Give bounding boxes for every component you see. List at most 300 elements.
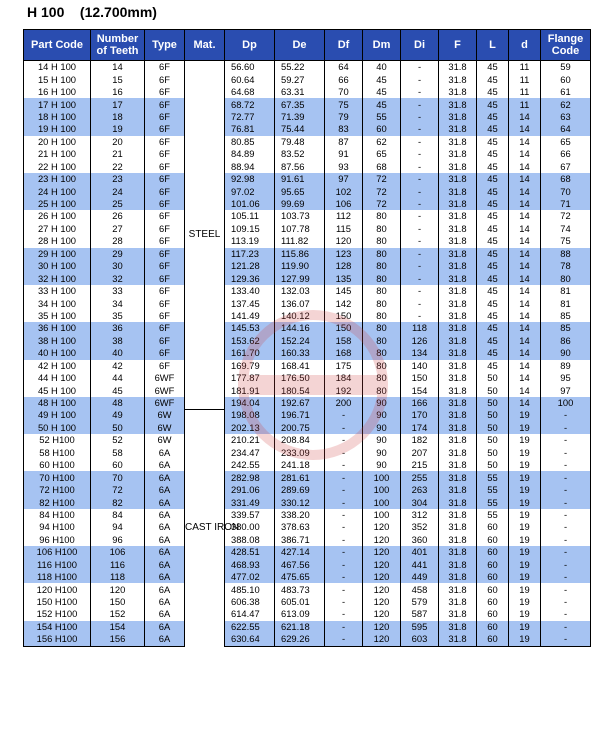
- cell-type: 6A: [145, 633, 185, 646]
- cell-type: 6F: [145, 285, 185, 297]
- cell-f: 31.8: [439, 571, 477, 583]
- cell-f: 31.8: [439, 111, 477, 123]
- cell-type: 6F: [145, 136, 185, 148]
- cell-flange-code: 85: [541, 310, 591, 322]
- cell-teeth: 72: [91, 484, 145, 496]
- cell-df: 66: [325, 73, 363, 85]
- cell-type: 6F: [145, 86, 185, 98]
- cell-part-code: 94 H100: [24, 521, 91, 533]
- cell-df: -: [325, 546, 363, 558]
- cell-flange-code: 61: [541, 86, 591, 98]
- cell-l: 50: [477, 409, 509, 421]
- header-f: F: [439, 30, 477, 61]
- cell-part-code: 34 H 100: [24, 297, 91, 309]
- cell-f: 31.8: [439, 484, 477, 496]
- cell-df: -: [325, 434, 363, 446]
- cell-d: 14: [509, 161, 541, 173]
- cell-di: 312: [401, 509, 439, 521]
- cell-dp: 141.49: [225, 310, 275, 322]
- cell-teeth: 120: [91, 583, 145, 595]
- cell-teeth: 23: [91, 173, 145, 185]
- cell-dp: 101.06: [225, 198, 275, 210]
- cell-flange-code: -: [541, 559, 591, 571]
- cell-dm: 80: [363, 248, 401, 260]
- cell-dm: 80: [363, 272, 401, 284]
- cell-df: -: [325, 534, 363, 546]
- cell-type: 6F: [145, 310, 185, 322]
- cell-f: 31.8: [439, 223, 477, 235]
- cell-di: -: [401, 161, 439, 173]
- cell-d: 19: [509, 447, 541, 459]
- header-d: d: [509, 30, 541, 61]
- cell-di: 595: [401, 621, 439, 633]
- cell-di: 207: [401, 447, 439, 459]
- cell-dp: 133.40: [225, 285, 275, 297]
- cell-f: 31.8: [439, 285, 477, 297]
- cell-d: 14: [509, 198, 541, 210]
- header-l: L: [477, 30, 509, 61]
- cell-part-code: 36 H 100: [24, 322, 91, 334]
- cell-l: 60: [477, 534, 509, 546]
- cell-flange-code: 85: [541, 322, 591, 334]
- cell-part-code: 40 H 100: [24, 347, 91, 359]
- cell-di: -: [401, 98, 439, 110]
- cell-flange-code: -: [541, 546, 591, 558]
- cell-df: -: [325, 633, 363, 646]
- cell-type: 6A: [145, 484, 185, 496]
- cell-dm: 45: [363, 98, 401, 110]
- cell-df: 145: [325, 285, 363, 297]
- cell-di: -: [401, 136, 439, 148]
- table-row: [24, 521, 591, 533]
- cell-l: 45: [477, 235, 509, 247]
- cell-df: 200: [325, 397, 363, 409]
- cell-d: 14: [509, 272, 541, 284]
- cell-dm: 90: [363, 397, 401, 409]
- cell-part-code: 25 H 100: [24, 198, 91, 210]
- cell-d: 19: [509, 583, 541, 595]
- cell-dm: 90: [363, 434, 401, 446]
- cell-d: 11: [509, 86, 541, 98]
- cell-di: 255: [401, 471, 439, 483]
- cell-teeth: 94: [91, 521, 145, 533]
- cell-di: 579: [401, 596, 439, 608]
- cell-de: 196.71: [275, 409, 325, 421]
- cell-d: 14: [509, 335, 541, 347]
- cell-di: -: [401, 285, 439, 297]
- table-row: [24, 248, 591, 260]
- cell-dm: 120: [363, 596, 401, 608]
- cell-dp: 380.00: [225, 521, 275, 533]
- cell-dm: 62: [363, 136, 401, 148]
- cell-de: 289.69: [275, 484, 325, 496]
- cell-di: -: [401, 223, 439, 235]
- cell-de: 63.31: [275, 86, 325, 98]
- cell-flange-code: -: [541, 484, 591, 496]
- cell-df: -: [325, 583, 363, 595]
- cell-di: -: [401, 260, 439, 272]
- table-row: [24, 534, 591, 546]
- cell-teeth: 29: [91, 248, 145, 260]
- cell-dp: 630.64: [225, 633, 275, 646]
- cell-dm: 80: [363, 322, 401, 334]
- cell-de: 71.39: [275, 111, 325, 123]
- cell-df: -: [325, 521, 363, 533]
- cell-l: 45: [477, 148, 509, 160]
- cell-f: 31.8: [439, 297, 477, 309]
- cell-de: 629.26: [275, 633, 325, 646]
- cell-teeth: 22: [91, 161, 145, 173]
- table-row: [24, 86, 591, 98]
- cell-de: 132.03: [275, 285, 325, 297]
- cell-dp: 485.10: [225, 583, 275, 595]
- cell-df: 158: [325, 335, 363, 347]
- cell-f: 31.8: [439, 161, 477, 173]
- table-row: [24, 223, 591, 235]
- table-row: [24, 434, 591, 446]
- cell-de: 55.22: [275, 61, 325, 74]
- cell-part-code: 20 H 100: [24, 136, 91, 148]
- cell-di: -: [401, 297, 439, 309]
- cell-part-code: 58 H100: [24, 447, 91, 459]
- cell-dm: 80: [363, 335, 401, 347]
- table-row: [24, 61, 591, 74]
- table-row: [24, 496, 591, 508]
- cell-d: 14: [509, 372, 541, 384]
- cell-type: 6A: [145, 546, 185, 558]
- cell-d: 14: [509, 148, 541, 160]
- cell-type: 6A: [145, 596, 185, 608]
- cell-teeth: 44: [91, 372, 145, 384]
- cell-teeth: 21: [91, 148, 145, 160]
- cell-f: 31.8: [439, 86, 477, 98]
- cell-type: 6WF: [145, 372, 185, 384]
- cell-l: 45: [477, 248, 509, 260]
- cell-dp: 282.98: [225, 471, 275, 483]
- cell-de: 176.50: [275, 372, 325, 384]
- cell-de: 107.78: [275, 223, 325, 235]
- cell-part-code: 120 H100: [24, 583, 91, 595]
- cell-f: 31.8: [439, 559, 477, 571]
- table-row: [24, 136, 591, 148]
- cell-type: 6F: [145, 223, 185, 235]
- cell-de: 140.12: [275, 310, 325, 322]
- cell-f: 31.8: [439, 596, 477, 608]
- cell-dp: 117.23: [225, 248, 275, 260]
- cell-l: 45: [477, 335, 509, 347]
- cell-dm: 68: [363, 161, 401, 173]
- cell-f: 31.8: [439, 185, 477, 197]
- cell-df: 115: [325, 223, 363, 235]
- table-row: [24, 173, 591, 185]
- cell-df: -: [325, 621, 363, 633]
- table-row: [24, 509, 591, 521]
- cell-f: 31.8: [439, 248, 477, 260]
- cell-teeth: 48: [91, 397, 145, 409]
- header-part-code: Part Code: [24, 30, 91, 61]
- cell-d: 19: [509, 571, 541, 583]
- cell-df: 142: [325, 297, 363, 309]
- cell-di: -: [401, 235, 439, 247]
- cell-dm: 120: [363, 571, 401, 583]
- cell-df: -: [325, 409, 363, 421]
- table-row: [24, 198, 591, 210]
- cell-teeth: 40: [91, 347, 145, 359]
- cell-part-code: 96 H100: [24, 534, 91, 546]
- cell-d: 14: [509, 322, 541, 334]
- cell-part-code: 23 H 100: [24, 173, 91, 185]
- cell-de: 160.33: [275, 347, 325, 359]
- cell-di: 118: [401, 322, 439, 334]
- cell-type: 6F: [145, 61, 185, 74]
- cell-part-code: 84 H100: [24, 509, 91, 521]
- cell-dp: 242.55: [225, 459, 275, 471]
- cell-dp: 622.55: [225, 621, 275, 633]
- cell-teeth: 70: [91, 471, 145, 483]
- cell-dp: 194.04: [225, 397, 275, 409]
- cell-f: 31.8: [439, 322, 477, 334]
- cell-type: 6F: [145, 98, 185, 110]
- cell-flange-code: 65: [541, 136, 591, 148]
- cell-type: 6F: [145, 210, 185, 222]
- cell-flange-code: -: [541, 434, 591, 446]
- cell-dp: 614.47: [225, 608, 275, 620]
- cell-f: 31.8: [439, 210, 477, 222]
- cell-type: 6A: [145, 608, 185, 620]
- cell-f: 31.8: [439, 608, 477, 620]
- cell-di: -: [401, 123, 439, 135]
- cell-l: 45: [477, 297, 509, 309]
- cell-l: 55: [477, 509, 509, 521]
- cell-type: 6A: [145, 459, 185, 471]
- cell-teeth: 24: [91, 185, 145, 197]
- cell-de: 378.63: [275, 521, 325, 533]
- cell-flange-code: 66: [541, 148, 591, 160]
- cell-part-code: 32 H 100: [24, 272, 91, 284]
- cell-de: 75.44: [275, 123, 325, 135]
- cell-f: 31.8: [439, 335, 477, 347]
- cell-dm: 40: [363, 61, 401, 74]
- cell-de: 621.18: [275, 621, 325, 633]
- cell-di: 126: [401, 335, 439, 347]
- cell-f: 31.8: [439, 633, 477, 646]
- cell-di: 352: [401, 521, 439, 533]
- cell-type: 6F: [145, 297, 185, 309]
- cell-df: 106: [325, 198, 363, 210]
- cell-dm: 100: [363, 484, 401, 496]
- cell-flange-code: 90: [541, 347, 591, 359]
- cell-type: 6F: [145, 173, 185, 185]
- cell-df: -: [325, 559, 363, 571]
- cell-l: 45: [477, 310, 509, 322]
- cell-f: 31.8: [439, 360, 477, 372]
- cell-d: 14: [509, 347, 541, 359]
- cell-part-code: 18 H 100: [24, 111, 91, 123]
- cell-l: 50: [477, 397, 509, 409]
- cell-l: 45: [477, 322, 509, 334]
- cell-df: 93: [325, 161, 363, 173]
- cell-part-code: 116 H100: [24, 559, 91, 571]
- cell-type: 6F: [145, 335, 185, 347]
- cell-teeth: 33: [91, 285, 145, 297]
- cell-teeth: 50: [91, 422, 145, 434]
- cell-d: 19: [509, 559, 541, 571]
- cell-flange-code: 97: [541, 384, 591, 396]
- cell-flange-code: -: [541, 583, 591, 595]
- cell-flange-code: 95: [541, 372, 591, 384]
- cell-f: 31.8: [439, 447, 477, 459]
- cell-dm: 80: [363, 223, 401, 235]
- table-row: [24, 459, 591, 471]
- cell-part-code: 28 H 100: [24, 235, 91, 247]
- cell-df: 168: [325, 347, 363, 359]
- cell-l: 60: [477, 571, 509, 583]
- cell-f: 31.8: [439, 260, 477, 272]
- cell-di: -: [401, 73, 439, 85]
- cell-de: 144.16: [275, 322, 325, 334]
- cell-flange-code: 81: [541, 297, 591, 309]
- cell-d: 14: [509, 185, 541, 197]
- cell-part-code: 35 H 100: [24, 310, 91, 322]
- cell-l: 50: [477, 384, 509, 396]
- cell-f: 31.8: [439, 409, 477, 421]
- cell-d: 14: [509, 297, 541, 309]
- cell-dm: 80: [363, 360, 401, 372]
- header-material: Mat.: [185, 30, 225, 61]
- cell-f: 31.8: [439, 583, 477, 595]
- cell-l: 45: [477, 173, 509, 185]
- cell-d: 19: [509, 471, 541, 483]
- cell-f: 31.8: [439, 372, 477, 384]
- header-number-of-teeth: Number of Teeth: [91, 30, 145, 61]
- cell-dp: 109.15: [225, 223, 275, 235]
- cell-l: 50: [477, 422, 509, 434]
- cell-dp: 181.91: [225, 384, 275, 396]
- table-row: [24, 148, 591, 160]
- cell-teeth: 20: [91, 136, 145, 148]
- cell-part-code: 42 H 100: [24, 360, 91, 372]
- cell-teeth: 19: [91, 123, 145, 135]
- cell-de: 475.65: [275, 571, 325, 583]
- table-row: [24, 73, 591, 85]
- cell-de: 241.18: [275, 459, 325, 471]
- material-steel: STEEL: [185, 61, 225, 410]
- cell-de: 168.41: [275, 360, 325, 372]
- header-dm: Dm: [363, 30, 401, 61]
- cell-dp: 68.72: [225, 98, 275, 110]
- cell-d: 19: [509, 608, 541, 620]
- cell-flange-code: 75: [541, 235, 591, 247]
- cell-dp: 177.87: [225, 372, 275, 384]
- cell-teeth: 26: [91, 210, 145, 222]
- cell-l: 45: [477, 61, 509, 74]
- cell-teeth: 28: [91, 235, 145, 247]
- cell-f: 31.8: [439, 459, 477, 471]
- cell-df: 123: [325, 248, 363, 260]
- cell-dm: 72: [363, 198, 401, 210]
- cell-part-code: 154 H100: [24, 621, 91, 633]
- cell-de: 200.75: [275, 422, 325, 434]
- cell-df: -: [325, 608, 363, 620]
- cell-dp: 477.02: [225, 571, 275, 583]
- cell-df: -: [325, 471, 363, 483]
- cell-dp: 97.02: [225, 185, 275, 197]
- cell-flange-code: 100: [541, 397, 591, 409]
- cell-df: 83: [325, 123, 363, 135]
- cell-f: 31.8: [439, 509, 477, 521]
- table-row: [24, 571, 591, 583]
- cell-f: 31.8: [439, 422, 477, 434]
- header-type: Type: [145, 30, 185, 61]
- cell-dp: 291.06: [225, 484, 275, 496]
- cell-flange-code: 70: [541, 185, 591, 197]
- table-row: [24, 583, 591, 595]
- cell-teeth: 32: [91, 272, 145, 284]
- cell-dm: 80: [363, 260, 401, 272]
- cell-di: 170: [401, 409, 439, 421]
- cell-l: 45: [477, 185, 509, 197]
- cell-dp: 113.19: [225, 235, 275, 247]
- table-row: [24, 310, 591, 322]
- cell-dm: 55: [363, 111, 401, 123]
- cell-l: 50: [477, 372, 509, 384]
- cell-df: 79: [325, 111, 363, 123]
- cell-l: 45: [477, 272, 509, 284]
- cell-type: 6A: [145, 471, 185, 483]
- cell-teeth: 15: [91, 73, 145, 85]
- cell-df: 150: [325, 322, 363, 334]
- cell-di: 174: [401, 422, 439, 434]
- cell-df: -: [325, 459, 363, 471]
- cell-f: 31.8: [439, 61, 477, 74]
- cell-part-code: 44 H 100: [24, 372, 91, 384]
- cell-df: 150: [325, 310, 363, 322]
- cell-df: 75: [325, 98, 363, 110]
- table-row: [24, 422, 591, 434]
- table-row: [24, 210, 591, 222]
- cell-teeth: 82: [91, 496, 145, 508]
- cell-teeth: 14: [91, 61, 145, 74]
- cell-l: 60: [477, 521, 509, 533]
- cell-f: 31.8: [439, 347, 477, 359]
- spec-table-wrapper: [23, 29, 590, 647]
- cell-d: 19: [509, 596, 541, 608]
- cell-df: 120: [325, 235, 363, 247]
- cell-l: 45: [477, 86, 509, 98]
- cell-dm: 120: [363, 633, 401, 646]
- cell-d: 14: [509, 397, 541, 409]
- cell-di: 458: [401, 583, 439, 595]
- cell-type: 6A: [145, 509, 185, 521]
- cell-part-code: 152 H100: [24, 608, 91, 620]
- cell-f: 31.8: [439, 521, 477, 533]
- cell-flange-code: 60: [541, 73, 591, 85]
- cell-l: 60: [477, 559, 509, 571]
- table-row: [24, 347, 591, 359]
- cell-de: 427.14: [275, 546, 325, 558]
- cell-l: 55: [477, 484, 509, 496]
- cell-f: 31.8: [439, 384, 477, 396]
- cell-d: 14: [509, 136, 541, 148]
- cell-flange-code: 78: [541, 260, 591, 272]
- table-row: [24, 372, 591, 384]
- cell-f: 31.8: [439, 136, 477, 148]
- cell-di: -: [401, 173, 439, 185]
- cell-flange-code: 59: [541, 61, 591, 74]
- cell-teeth: 38: [91, 335, 145, 347]
- cell-di: -: [401, 111, 439, 123]
- cell-d: 14: [509, 173, 541, 185]
